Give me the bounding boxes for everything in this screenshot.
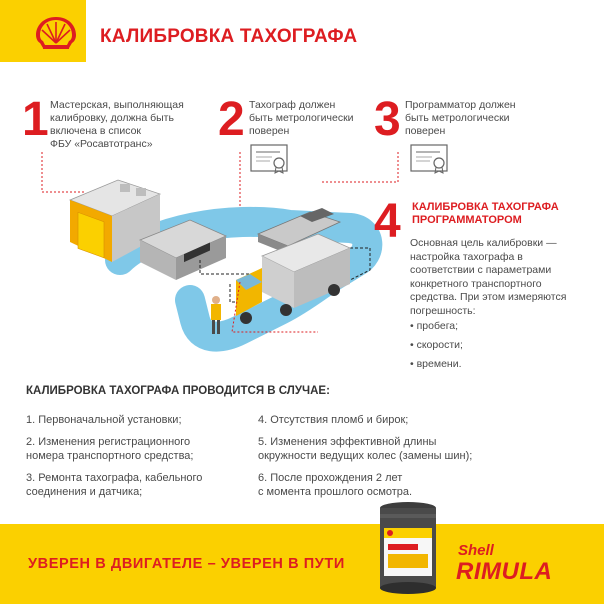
shell-pecten-icon [34, 14, 78, 54]
step-3-number: 3 [374, 93, 401, 146]
step-1-text: Мастерская, выполняющая калибровку, должна быть включена в список ФБУ «Росавтотранс» [50, 99, 184, 150]
step-4-description: Основная цель калибровки — настройка тахографа в соответствии с параметрами конкретного транспортного средства. При этом измеряются погрешность: [410, 237, 567, 317]
footer-slogan: УВЕРЕН В ДВИГАТЕЛЕ – УВЕРЕН В ПУТИ [28, 556, 345, 572]
case-3: 3. Ремонта тахографа, кабельного соединения и датчика; [26, 472, 203, 498]
bullet-speed: • скорости; [410, 339, 463, 351]
case-4: 4. Отсутствия пломб и бирок; [258, 414, 409, 426]
step-3-text: Программатор должен быть метрологически поверен [405, 99, 516, 137]
step-2-number: 2 [218, 93, 245, 146]
step-4-title: КАЛИБРОВКА ТАХОГРАФА ПРОГРАММАТОРОМ [412, 201, 559, 226]
step-2-text: Тахограф должен быть метрологически поверен [249, 99, 354, 137]
cases-title: КАЛИБРОВКА ТАХОГРАФА ПРОВОДИТСЯ В СЛУЧАЕ: [26, 385, 330, 397]
calibration-illustration [0, 150, 410, 360]
case-2: 2. Изменения регистрационного номера транспортного средства; [26, 436, 194, 462]
bullet-time: • времени. [410, 358, 462, 370]
certificate-icon [410, 144, 450, 174]
bullet-mileage: • пробега; [410, 320, 459, 332]
case-5: 5. Изменения эффективной длины окружности ведущих колес (замены шин); [258, 436, 473, 462]
brand-shell: Shell [458, 542, 494, 559]
brand-rimula: RIMULA [456, 558, 553, 585]
oil-bucket-icon [376, 500, 440, 596]
step-1-number: 1 [22, 93, 49, 146]
case-1: 1. Первоначальной установки; [26, 414, 182, 426]
page-title: КАЛИБРОВКА ТАХОГРАФА [100, 26, 358, 47]
case-6: 6. После прохождения 2 лет с момента прошлого осмотра. [258, 472, 413, 498]
step-4-number: 4 [374, 195, 401, 248]
